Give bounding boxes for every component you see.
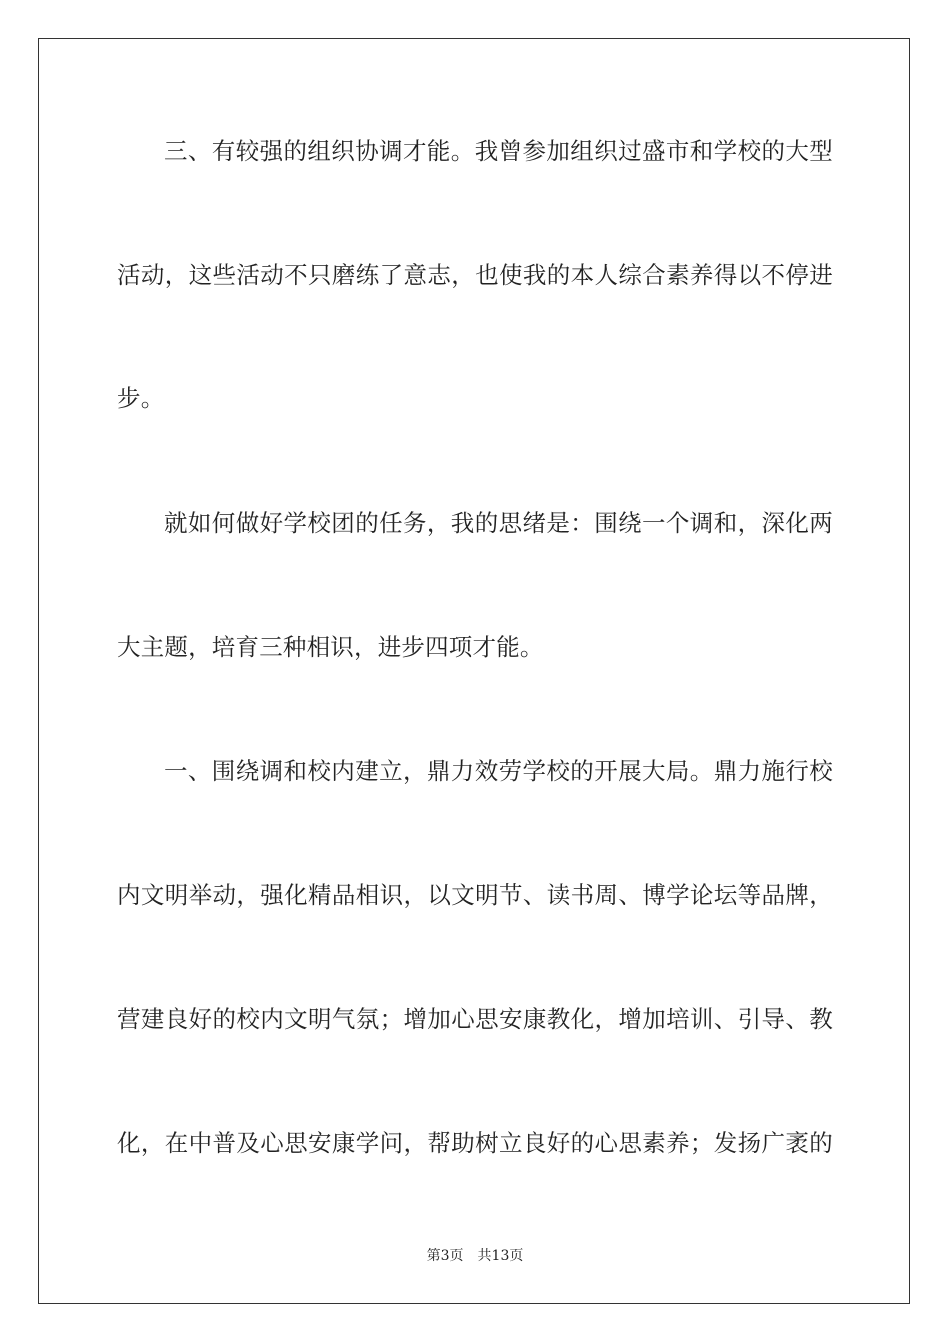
paragraph-line: 活动，这些活动不只磨练了意志，也使我的本人综合素养得以不停进 [117, 261, 833, 289]
page-number: 第3页 [426, 1248, 464, 1264]
paragraph-line: 大主题，培育三种相识，进步四项才能。 [117, 633, 544, 661]
paragraph-line: 化，在中普及心思安康学问，帮助树立良好的心思素养；发扬广袤的 [117, 1129, 833, 1157]
page-footer [0, 1247, 950, 1265]
paragraph-line: 就如何做好学校团的任务，我的思绪是：围绕一个调和，深化两 [164, 509, 833, 537]
paragraph-line: 一、围绕调和校内建立，鼎力效劳学校的开展大局。鼎力施行校 [164, 757, 833, 785]
paragraph-line: 内文明举动，强化精品相识，以文明节、读书周、博学论坛等品牌， [117, 881, 833, 909]
paragraph-line: 三、有较强的组织协调才能。我曾参加组织过盛市和学校的大型 [164, 137, 833, 165]
page-total: 共13页 [477, 1248, 524, 1264]
paragraph-line: 步。 [117, 384, 165, 412]
paragraph-line: 营建良好的校内文明气氛；增加心思安康教化，增加培训、引导、教 [117, 1005, 833, 1033]
page-frame [38, 38, 910, 1304]
